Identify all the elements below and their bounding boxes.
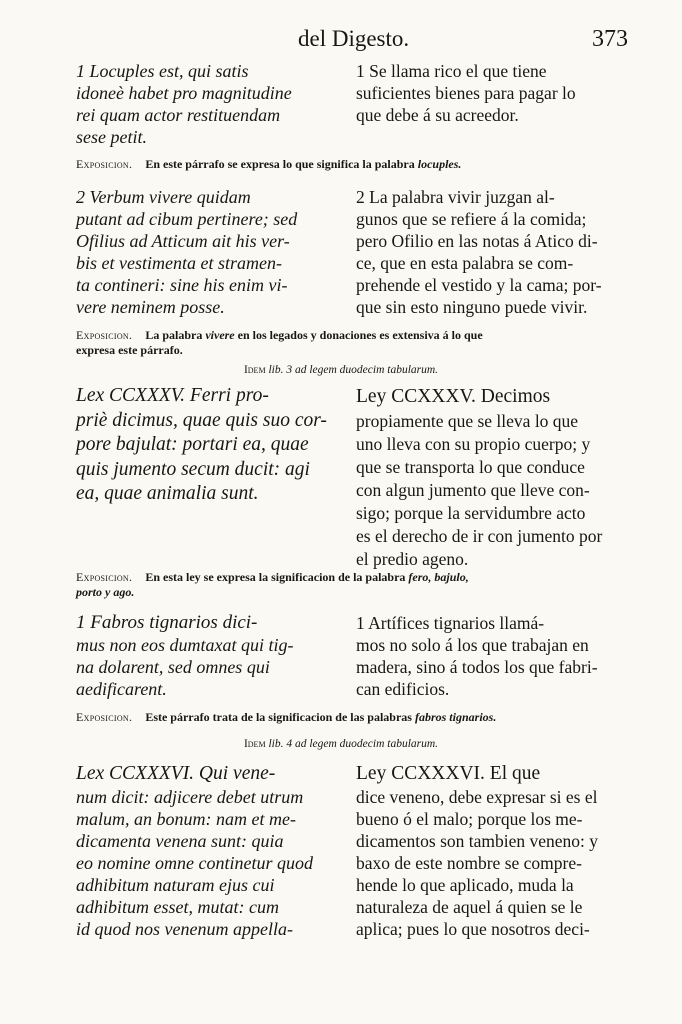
text-line: num dicit: adjicere debet utrum	[76, 787, 304, 807]
text-line: ta contineri: sine his enim vi-	[76, 275, 288, 295]
text-line: 1 Locuples est, qui satis	[76, 61, 249, 81]
text-line: prehende el vestido y la cama; por-	[356, 275, 602, 295]
text-line: pore bajulat: portari ea, quae	[76, 434, 309, 455]
text-line: putant ad cibum pertinere; sed	[76, 209, 298, 229]
exposicion-label: Exposicion.	[76, 570, 133, 584]
spanish-text	[356, 186, 626, 318]
exposicion-text: en los legados y donaciones es extensiva á lo que	[237, 328, 483, 342]
text-line: Ley CCXXXV. Decimos	[356, 386, 551, 407]
source-author: Idem	[243, 364, 266, 376]
exposicion-term: fero, bajulo,	[408, 570, 469, 584]
text-line: Lex CCXXXVI. Qui vene-	[76, 763, 276, 784]
text-line: adhibitum esset, mutat: cum	[76, 897, 279, 917]
text-line: id quod nos venenum appella-	[76, 919, 293, 939]
text-line: el predio ageno.	[356, 549, 469, 569]
exposicion-term: fabros tignarios.	[414, 710, 497, 724]
exposicion-term: porto y ago.	[76, 585, 135, 599]
exposicion-label: Exposicion.	[76, 328, 133, 342]
exposicion-label: Exposicion.	[76, 157, 133, 171]
text-line: adhibitum naturam ejus cui	[76, 875, 275, 895]
text-line: ea, quae animalia sunt.	[76, 483, 259, 504]
exposicion-note	[76, 157, 636, 172]
text-line: priè dicimus, quae quis suo cor-	[76, 409, 327, 431]
source-text: lib. 4 ad legem duodecim tabularum.	[268, 738, 439, 750]
text-line: na dolarent, sed omnes qui	[76, 657, 270, 677]
text-line: propiamente que se lleva lo que	[356, 411, 579, 431]
exposicion-text: expresa este párrafo.	[76, 343, 183, 357]
text-line: dicamentos son tambien veneno: y	[356, 831, 599, 851]
exposicion-note	[76, 328, 636, 358]
exposicion-note	[76, 570, 636, 600]
text-line: bis et vestimenta et stramen-	[76, 253, 282, 273]
text-line: sigo; porque la servidumbre acto	[356, 503, 586, 523]
source-author: Idem	[243, 738, 266, 750]
text-line: sese petit.	[76, 127, 147, 147]
exposicion-term: vivere	[205, 328, 235, 342]
text-line: Lex CCXXXV. Ferri pro-	[76, 385, 269, 406]
text-line: 2 Verbum vivere quidam	[76, 187, 251, 207]
text-line: madera, sino á todos los que fabri-	[356, 657, 598, 677]
latin-text	[76, 186, 340, 318]
spanish-text	[356, 762, 626, 940]
exposicion-term: locuples.	[417, 157, 462, 171]
text-line: con algun jumento que lleve con-	[356, 480, 590, 500]
text-line: 1 Se llama rico el que tiene	[356, 61, 547, 81]
text-line: pero Ofilio en las notas á Atico di-	[356, 231, 598, 251]
text-line: aedificarent.	[76, 679, 167, 699]
exposicion-text: En este párrafo se expresa lo que significa la palabra	[145, 157, 415, 171]
text-line: gunos que se refiere á la comida;	[356, 209, 587, 229]
spanish-text	[356, 60, 626, 126]
text-line: es el derecho de ir con jumento por	[356, 526, 603, 546]
text-line: hende lo que aplicado, muda la	[356, 875, 574, 895]
text-line: baxo de este nombre se compre-	[356, 853, 582, 873]
text-line: 2 La palabra vivir juzgan al-	[356, 187, 555, 207]
text-line: 1 Artífices tignarios llamá-	[356, 613, 545, 633]
exposicion-text: En esta ley se expresa la significacion de la palabra	[145, 570, 406, 584]
text-line: dice veneno, debe expresar si es el	[356, 787, 598, 807]
text-line: mus non eos dumtaxat qui tig-	[76, 635, 294, 655]
text-line: que sin esto ninguno puede vivir.	[356, 297, 588, 317]
text-line: malum, an bonum: nam et me-	[76, 809, 296, 829]
text-line: rei quam actor restituendam	[76, 105, 281, 125]
text-line: vere neminem posse.	[76, 297, 225, 317]
text-line: aplica; pues lo que nosotros deci-	[356, 919, 590, 939]
text-line: uno lleva con su propio cuerpo; y	[356, 434, 591, 454]
latin-text	[76, 384, 340, 507]
exposicion-note	[76, 710, 636, 725]
text-line: bueno ó el malo; porque los me-	[356, 809, 583, 829]
spanish-text	[356, 384, 626, 571]
text-line: idoneè habet pro magnitudine	[76, 83, 292, 103]
exposicion-text: Este párrafo trata de la significacion de las palabras	[145, 710, 412, 724]
exposicion-text: La palabra	[145, 328, 203, 342]
running-header	[0, 22, 682, 52]
text-line: que debe á su acreedor.	[356, 105, 519, 125]
text-line: ce, que en esta palabra se com-	[356, 253, 574, 273]
text-line: Ley CCXXXVI. El que	[356, 763, 541, 784]
spanish-text	[356, 612, 626, 700]
text-line: suficientes bienes para pagar lo	[356, 83, 576, 103]
text-line: naturaleza de aquel á quien se le	[356, 897, 583, 917]
exposicion-label: Exposicion.	[76, 710, 133, 724]
latin-text	[76, 762, 340, 940]
source-citation	[0, 364, 682, 376]
page-number: 373	[592, 26, 628, 52]
text-line: dicamenta venena sunt: quia	[76, 831, 284, 851]
running-title: del Digesto.	[298, 26, 410, 51]
text-line: can edificios.	[356, 679, 450, 699]
source-citation	[0, 738, 682, 750]
text-line: mos no solo á los que trabajan en	[356, 635, 589, 655]
text-line: quis jumento secum ducit: agi	[76, 458, 310, 480]
text-line: eo nomine omne continetur quod	[76, 853, 313, 873]
latin-text	[76, 60, 340, 148]
latin-text	[76, 612, 340, 700]
text-line: 1 Fabros tignarios dici-	[76, 612, 258, 633]
source-text: lib. 3 ad legem duodecim tabularum.	[268, 364, 439, 376]
text-line: Ofilius ad Atticum ait his ver-	[76, 231, 290, 251]
text-line: que se transporta lo que conduce	[356, 457, 585, 477]
